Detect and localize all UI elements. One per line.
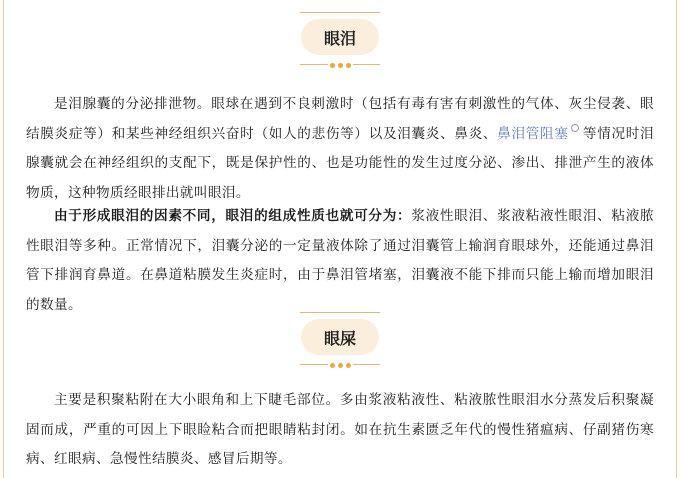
section-title-eye-discharge	[0, 312, 680, 369]
section-heading: 眼屎	[301, 319, 379, 355]
section-title-tears	[0, 12, 680, 69]
bold-lead-text: 由于形成眼泪的因素不同，眼泪的组成性质也就可分为：	[54, 208, 412, 224]
paragraph-text: 是泪腺囊的分泌排泄物。眼球在遇到不良刺激时（包括有毒有害有刺激性的气体、灰尘侵袭、眼结膜炎症等）和某些神经组织兴奋时（如人的悲伤等）以及泪囊炎、鼻炎、	[26, 96, 654, 142]
search-link-icon[interactable]	[571, 124, 579, 132]
title-bottom-divider	[300, 61, 380, 69]
tears-paragraph-2	[26, 202, 654, 320]
tears-paragraph-1	[26, 90, 654, 208]
paragraph-text: 浆液性眼泪、浆液粘液性眼泪、粘液脓性眼泪等多种。正常情况下，泪囊分泌的一定量液体除了通过泪囊管上输润育眼球外，还能通过鼻泪管下排润育鼻道。在鼻道粘膜发生炎症时，由于鼻泪管堵塞，泪囊液不能下排而只能上输而增加眼泪的数量。	[26, 208, 654, 313]
title-bottom-divider	[300, 361, 380, 369]
right-border	[676, 0, 677, 478]
left-border	[3, 0, 4, 478]
section-heading: 眼泪	[301, 19, 379, 55]
dots-ornament-icon	[328, 63, 353, 68]
title-top-divider	[300, 12, 380, 13]
paragraph-text: 等情况时泪腺囊就会在神经组织的支配下，既是保护性的、也是功能性的发生过度分泌、渗出、排泄产生的液体物质，这种物质经眼排出就叫眼泪。	[26, 125, 655, 201]
dots-ornament-icon	[328, 363, 353, 368]
eye-discharge-paragraph: 主要是积聚粘附在大小眼角和上下睫毛部位。多由浆液粘液性、粘液脓性眼泪水分蒸发后积聚凝固而成，严重的可因上下眼睑粘合而把眼睛粘封闭。如在抗生素匮乏年代的慢性猪瘟病、仔副猪伤寒病、红眼病、急慢性结膜炎、感冒后期等。	[26, 392, 654, 467]
nasolacrimal-duct-link[interactable]: 鼻泪管阻塞	[497, 125, 569, 142]
title-top-divider	[300, 312, 380, 313]
